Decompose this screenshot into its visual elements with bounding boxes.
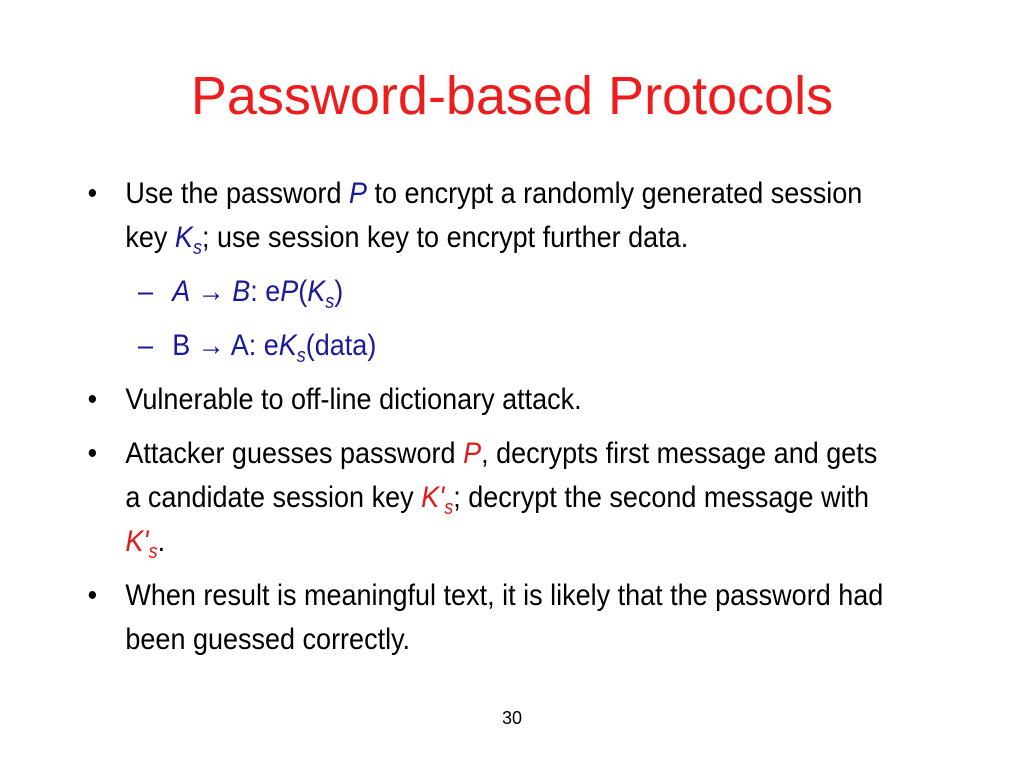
bullet-meaningful-text (84, 574, 894, 662)
sub1-b: B (232, 275, 251, 308)
sub1-open-paren: ( (298, 275, 308, 308)
bullet-use-password (84, 172, 894, 260)
bullet2-text: Vulnerable to off-line dictionary attack. (125, 383, 582, 416)
sub2-text-1: B → A: (172, 329, 264, 362)
bullet3-text-4: . (157, 525, 166, 558)
sub2-text-2: (data) (305, 329, 377, 362)
sub1-p: P (280, 275, 299, 308)
bullet1-text-3: ; use session key to encrypt further data. (201, 221, 689, 254)
bullet3-candidate-key-sub: s (444, 497, 454, 519)
bullet-attacker-guesses (84, 432, 894, 564)
sub1-k: K (307, 275, 326, 308)
bullet3-candidate-key: K' (421, 481, 445, 514)
sub1-e: e (265, 275, 281, 308)
bullet3-text-2: , decrypts first message and gets a candidate session key (125, 437, 878, 514)
sub1-close-paren: ) (334, 275, 344, 308)
bullet4-text: When result is meaningful text, it is likely that the password had been guessed correctly. (125, 579, 884, 656)
sub1-colon: : (250, 275, 266, 308)
slide-body (84, 172, 894, 672)
bullet1-text-1: Use the password (125, 177, 350, 210)
sub2-e: e (263, 329, 279, 362)
sub1-a: A (172, 275, 191, 308)
bullet3-text-3: ; decrypt the second message with (453, 481, 869, 514)
sub1-k-sub: s (325, 291, 335, 313)
bullet3-key-second: K' (125, 525, 149, 558)
bullet-vulnerable (84, 378, 894, 422)
bullet1-password-p: P (349, 177, 368, 210)
bullet1-session-key-k: K (174, 221, 193, 254)
bullet1-session-key-sub: s (192, 237, 202, 259)
sub1-arrow: → (190, 275, 233, 308)
slide-title: Password-based Protocols (190, 66, 834, 126)
sub-bullet-a-to-b (84, 270, 894, 314)
bullet3-password-p: P (463, 437, 482, 470)
sub-bullet-b-to-a (84, 324, 894, 368)
bullet3-key-second-sub: s (148, 541, 158, 563)
bullet3-text-1: Attacker guesses password (125, 437, 464, 470)
sub2-k: K (278, 329, 297, 362)
sub2-k-sub: s (296, 345, 306, 367)
bullet1-text-2: to encrypt a randomly generated session key (125, 177, 863, 254)
page-number: 30 (501, 708, 523, 728)
